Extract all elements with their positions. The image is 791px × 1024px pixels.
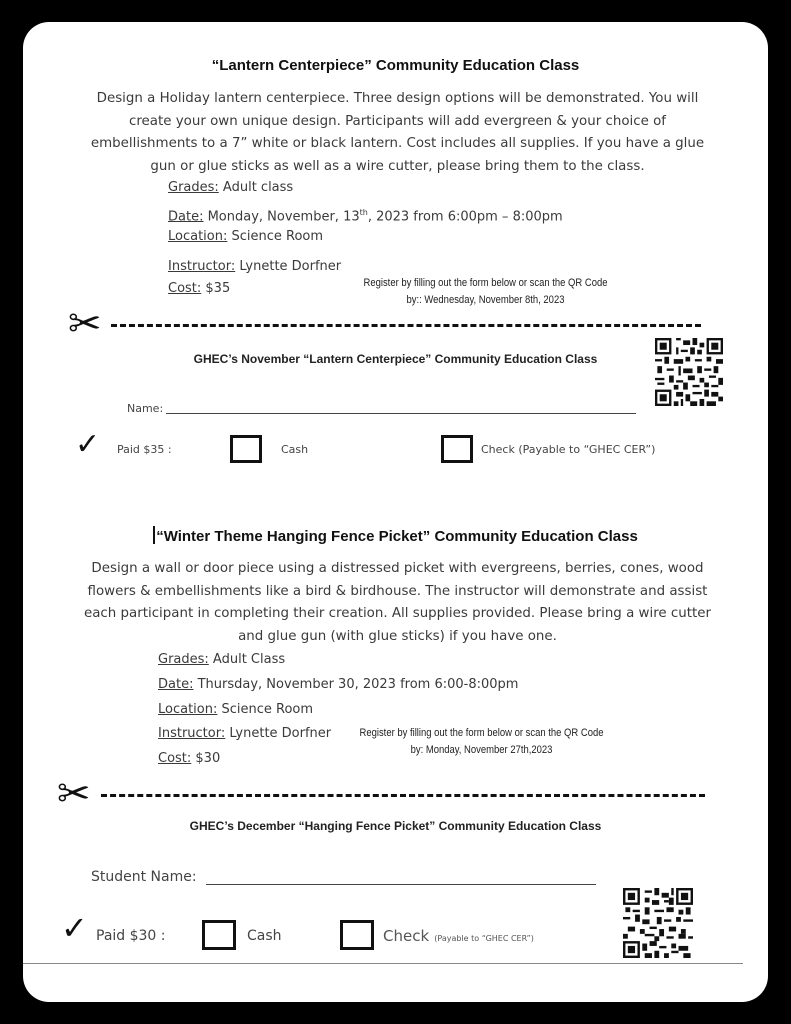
cut-line <box>111 324 701 327</box>
checkmark-icon: ✓ <box>75 427 101 462</box>
class1-title: “Lantern Centerpiece” Community Education Class <box>211 57 580 74</box>
form2-check-label <box>383 926 534 945</box>
location-label: Location: <box>168 229 228 244</box>
cost-label: Cost: <box>168 281 202 296</box>
date-suffix: th <box>359 208 368 217</box>
register-line-1: Register by filling out the form below or scan the QR Code <box>359 727 604 739</box>
grades-label: Grades: <box>168 180 219 195</box>
form1-cash-label: Cash <box>281 443 309 456</box>
class2-cost <box>158 751 220 766</box>
form2-name-field[interactable] <box>206 884 596 885</box>
class2-date <box>158 677 518 692</box>
check-text: Check <box>383 927 430 945</box>
form1-name-field[interactable] <box>166 413 636 414</box>
instructor-label: Instructor: <box>168 259 236 274</box>
instructor-value: Lynette Dorfner <box>225 726 332 741</box>
grades-value: Adult class <box>218 180 294 195</box>
qr-code-icon[interactable] <box>655 338 723 406</box>
scissors-icon: ✂ <box>57 771 91 817</box>
document-page <box>23 22 768 1002</box>
register-line-2: by: Monday, November 27th,2023 <box>410 744 553 756</box>
class1-register-note <box>337 275 634 309</box>
text-cursor <box>153 526 155 544</box>
class1-grades <box>168 180 293 195</box>
instructor-label: Instructor: <box>158 726 226 741</box>
class2-grades <box>158 652 285 667</box>
form2-paid-label: Paid $30 : <box>96 928 166 944</box>
form2-check-checkbox[interactable] <box>340 920 374 950</box>
cost-value: $30 <box>191 751 221 766</box>
class2-title <box>23 526 768 545</box>
grades-label: Grades: <box>158 652 209 667</box>
date-label: Date: <box>168 209 204 225</box>
form1-cash-checkbox[interactable] <box>230 435 262 463</box>
form1-check-checkbox[interactable] <box>441 435 473 463</box>
qr-code-icon[interactable] <box>623 888 693 958</box>
class2-location <box>158 702 313 717</box>
check-payable-text: (Payable to “GHEC CER”) <box>434 934 534 943</box>
bottom-rule <box>23 963 743 964</box>
class1-instructor <box>168 259 341 274</box>
class2-instructor <box>158 726 331 741</box>
form2-name-label: Student Name: <box>91 869 197 885</box>
location-label: Location: <box>158 702 218 717</box>
class1-date <box>168 208 563 224</box>
date-value: Thursday, November 30, 2023 from 6:00-8:00pm <box>193 677 519 692</box>
form1-title: GHEC’s November “Lantern Centerpiece” Community Education Class <box>193 352 598 366</box>
date-time: , 2023 from 6:00pm – 8:00pm <box>367 209 563 225</box>
date-value: Monday, November, 13 <box>203 209 360 225</box>
form1-name-label: Name: <box>127 402 164 415</box>
form2-title: GHEC’s December “Hanging Fence Picket” Community Education Class <box>189 819 602 833</box>
location-value: Science Room <box>227 229 324 244</box>
register-line-1: Register by filling out the form below or scan the QR Code <box>363 277 608 289</box>
scissors-icon: ✂ <box>68 301 102 347</box>
register-line-2: by:: Wednesday, November 8th, 2023 <box>406 294 565 306</box>
class2-description: Design a wall or door piece using a distressed picket with evergreens, berries, cones, wood flowers & embellishments like a bird & birdhouse. The instructor will demonstrate and assist each participant in completing their creation. All supplies provided. Please bring a wire cutter and glue gun (with glue sticks) if you have one. <box>83 561 712 644</box>
cut-line <box>101 794 705 797</box>
form1-check-label: Check (Payable to “GHEC CER”) <box>481 443 656 456</box>
grades-value: Adult Class <box>208 652 286 667</box>
class2-register-note <box>333 725 630 759</box>
date-label: Date: <box>158 677 194 692</box>
checkmark-icon: ✓ <box>61 909 88 947</box>
form1-paid-label: Paid $35 : <box>117 443 172 456</box>
cost-label: Cost: <box>158 751 192 766</box>
class2-title-text: “Winter Theme Hanging Fence Picket” Community Education Class <box>156 528 638 545</box>
cost-value: $35 <box>201 281 231 296</box>
instructor-value: Lynette Dorfner <box>235 259 342 274</box>
class1-description: Design a Holiday lantern centerpiece. Three design options will be demonstrated. You will create your own unique design. Participants will add evergreen & your choice of embellishments to a 7” white or black lantern. Cost includes all supplies. If you have a glue gun or glue sticks as well as a wire cutter, please bring them to the class. <box>90 91 705 174</box>
form2-cash-checkbox[interactable] <box>202 920 236 950</box>
form2-cash-label: Cash <box>247 928 282 944</box>
class1-location <box>168 229 323 244</box>
class1-cost <box>168 281 230 296</box>
location-value: Science Room <box>217 702 314 717</box>
